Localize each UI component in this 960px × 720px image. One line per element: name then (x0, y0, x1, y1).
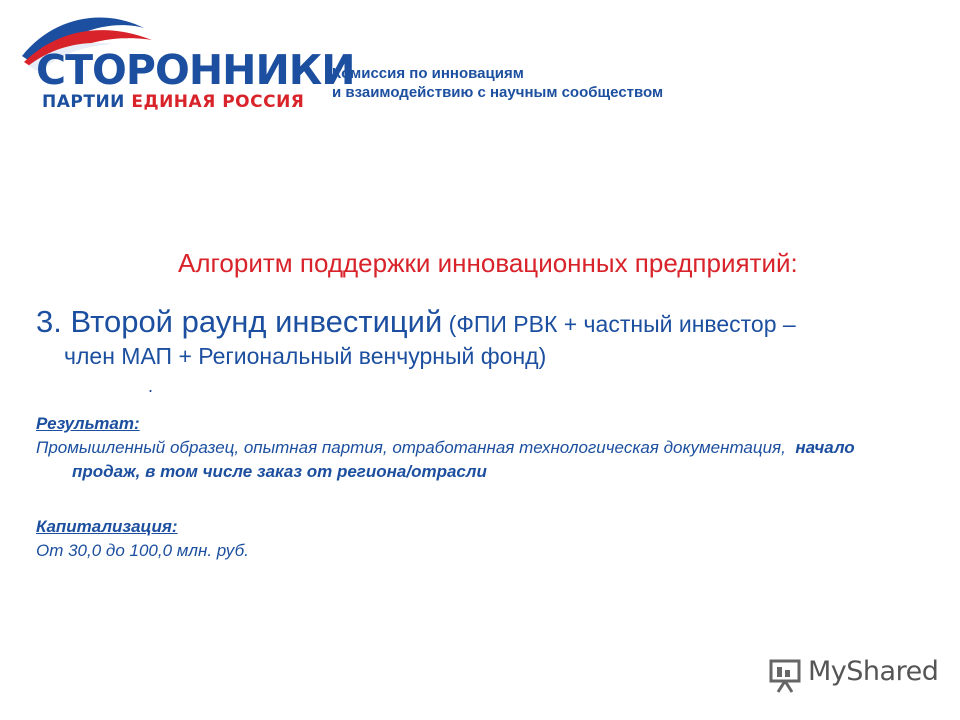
watermark-text: MyShared (808, 656, 939, 687)
result-section (36, 412, 916, 484)
party-logo (14, 6, 355, 112)
myshared-watermark (768, 656, 939, 696)
result-text-a: Промышленный образец, опытная партия, отработанная технологическая документация, (36, 438, 786, 457)
stray-dot: . (148, 376, 154, 396)
capitalization-value: От 30,0 до 100,0 млн. руб. (36, 541, 249, 560)
step-details-2: член МАП + Региональный венчурный фонд) (64, 343, 547, 369)
commission-caption (332, 64, 663, 102)
step-block (36, 306, 942, 372)
slide-title: Алгоритм поддержки инновационных предприятий: (178, 248, 798, 278)
result-text (36, 436, 916, 484)
step-details-1: (ФПИ РВК + частный инвестор – (442, 311, 796, 337)
step-first-line (36, 306, 942, 340)
result-label: Результат: (36, 414, 140, 433)
capitalization-label: Капитализация: (36, 517, 178, 536)
result-text-b: начало продаж, в том числе заказ от региона/отрасли (72, 438, 855, 481)
logo-sub-name: ЕДИНАЯ РОССИЯ (131, 92, 305, 112)
presentation-icon (768, 658, 802, 694)
logo-sub-party: ПАРТИИ (42, 92, 125, 112)
commission-line-1: Комиссия по инновациям (332, 65, 524, 82)
step-heading: 3. Второй раунд инвестиций (36, 304, 443, 339)
logo-wordmark: СТОРОННИКИ (36, 46, 355, 94)
logo-subtitle (42, 94, 304, 111)
capitalization-section (36, 515, 916, 563)
commission-line-2: и взаимодействию с научным сообществом (332, 84, 664, 101)
